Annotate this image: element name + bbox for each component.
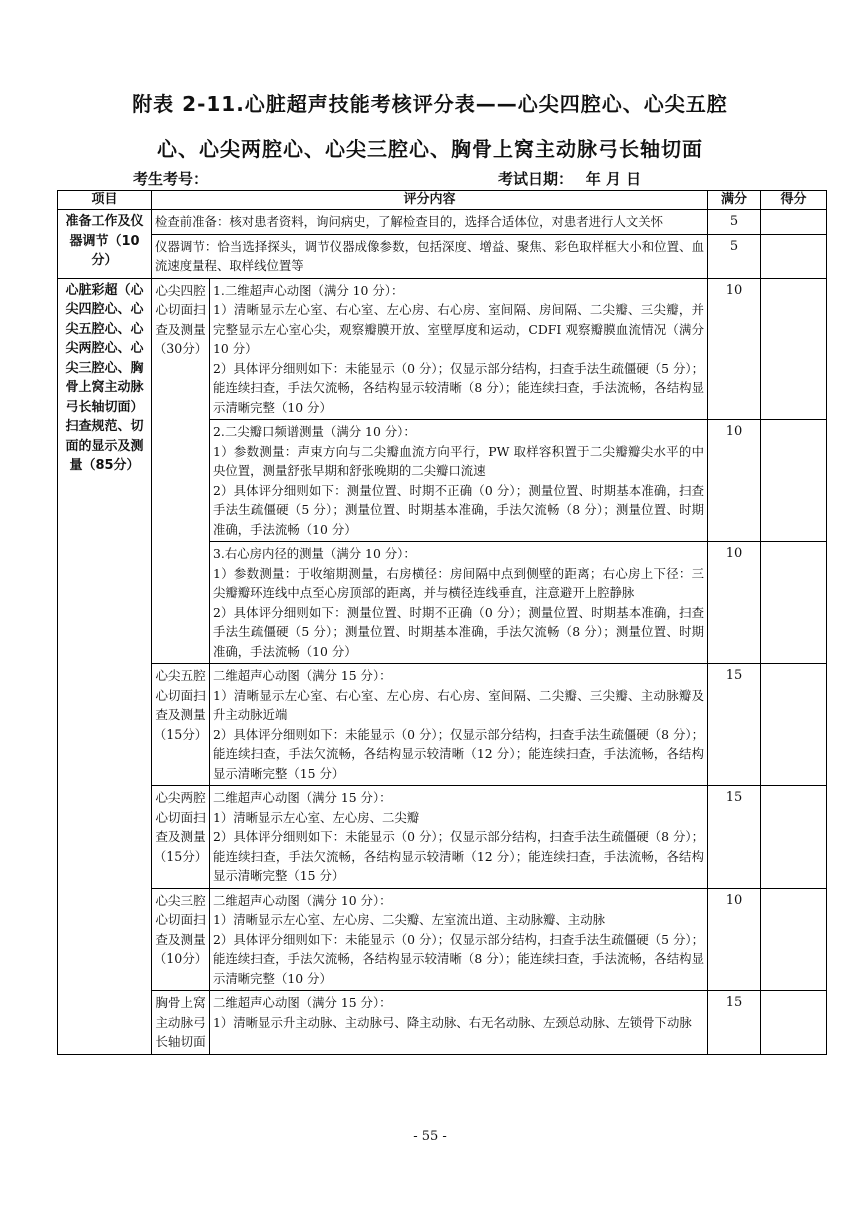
content-line: 2）具体评分细则如下：未能显示（0 分）；仅显示部分结构，扫查手法生疏僵硬（8 分）；能连续扫查，手法欠流畅，各结构显示较清晰（12 分）；能连续扫查，手法流畅，各结构显示清晰完整（15 分） [213, 726, 705, 781]
content-line: 2）具体评分细则如下：未能显示（0 分）；仅显示部分结构，扫查手法生疏僵硬（5 分）；能连续扫查，手法欠流畅，各结构显示较清晰（8 分）；能连续扫查，手法流畅，各结构显示清晰完整（10 分） [213, 360, 705, 415]
full-score: 10 [708, 420, 761, 542]
table-row [58, 786, 827, 889]
content-line: 2）具体评分细则如下：测量位置、时期不正确（0 分）；测量位置、时期基本准确，扫查手法生疏僵硬（5 分）；测量位置、时期基本准确，手法欠流畅（8 分）；测量位置、时期准确，手法流畅（10 分） [213, 604, 705, 659]
content-line: 二维超声心动图（满分 15 分）： [213, 790, 392, 805]
content-line: 2）具体评分细则如下：未能显示（0 分）；仅显示部分结构，扫查手法生疏僵硬（8 分）；能连续扫查，手法欠流畅，各结构显示较清晰（12 分）；能连续扫查，手法流畅，各结构显示清晰完整（15 分） [213, 829, 705, 883]
section-a3c: 心尖三腔心切面扫查及测量（10分） [152, 888, 210, 991]
ssn-content [210, 991, 708, 1055]
content-line: 2）具体评分细则如下：未能显示（0 分）；仅显示部分结构，扫查手法生疏僵硬（5 分）；能连续扫查，手法欠流畅，各结构显示较清晰（8 分）；能连续扫查，手法流畅，各结构显示清晰完整（10 分） [213, 931, 705, 986]
exam-date-label: 考试日期： 年 月 日 [498, 170, 642, 188]
table-row [58, 664, 827, 786]
content-line: 1）参数测量：声束方向与二尖瓣血流方向平行，PW 取样容积置于二尖瓣瓣尖水平的中央位置，测量舒张早期和舒张晚期的二尖瓣口流速 [213, 443, 705, 478]
full-score: 15 [708, 786, 761, 889]
prep-content-1: 检查前准备：核对患者资料，询问病史，了解检查目的，选择合适体位，对患者进行人文关怀 [152, 210, 708, 235]
content-line: 1）参数测量：于收缩期测量，右房横径：房间隔中点到侧壁的距离；右心房上下径：三尖瓣瓣环连线中点至心房顶部的距离，并与横径连线垂直，注意避开上腔静脉 [213, 565, 705, 600]
section-a5c: 心尖五腔心切面扫查及测量（15分） [152, 664, 210, 786]
score-cell[interactable] [761, 234, 827, 278]
content-line: 二维超声心动图（满分 15 分）： [213, 995, 392, 1010]
prep-content-2: 仪器调节：恰当选择探头，调节仪器成像参数，包括深度、增益、聚焦、彩色取样框大小和位置、血流速度量程、取样线位置等 [152, 234, 708, 278]
score-cell[interactable] [761, 542, 827, 664]
table-row [58, 278, 827, 420]
page-number: - 55 - [413, 1129, 447, 1144]
section-a4c: 心尖四腔心切面扫查及测量（30分） [152, 278, 210, 664]
score-cell[interactable] [761, 991, 827, 1055]
scoring-table [57, 190, 827, 1055]
section-ssn: 胸骨上窝主动脉弓长轴切面 [152, 991, 210, 1055]
header-obtained-score: 得分 [761, 191, 827, 210]
full-score: 10 [708, 542, 761, 664]
content-line: 1.二维超声心动图（满分 10 分）： [213, 282, 404, 298]
content-line: 1）清晰显示左心室、右心室、左心房、右心房、室间隔、二尖瓣、三尖瓣、主动脉瓣及升主动脉近端 [213, 687, 705, 722]
category-cardiac [58, 278, 152, 1054]
full-score: 10 [708, 888, 761, 991]
candidate-number-label: 考生考号： [133, 170, 209, 188]
content-line: 2）具体评分细则如下：测量位置、时期不正确（0 分）；测量位置、时期基本准确，扫查手法生疏僵硬（5 分）；测量位置、时期基本准确，手法欠流畅（8 分）；测量位置、时期准确，手法流畅（10 分） [213, 482, 705, 537]
table-row [58, 991, 827, 1055]
content-line: 1）清晰显示左心室、左心房、二尖瓣 [213, 809, 420, 825]
a4c-content-3 [210, 542, 708, 664]
content-line: 1）清晰显示左心室、左心房、二尖瓣、左室流出道、主动脉瓣、主动脉 [213, 912, 605, 927]
content-line: 二维超声心动图（满分 10 分）： [213, 892, 392, 908]
header-content: 评分内容 [152, 191, 708, 210]
table-row [58, 234, 827, 278]
content-line: 2.二尖瓣口频谱测量（满分 10 分）： [213, 424, 416, 439]
score-cell[interactable] [761, 888, 827, 991]
category-cardiac-label: 心脏彩超（心尖四腔心、心尖五腔心、心尖两腔心、心尖三腔心、胸骨上窝主动脉弓长轴切面）扫查规范、切面的显示及测量（85分） [65, 282, 144, 473]
full-score: 5 [708, 210, 761, 235]
header-item: 项目 [58, 191, 152, 210]
content-line: 1）清晰显示升主动脉、主动脉弓、降主动脉、右无名动脉、左颈总动脉、左锁骨下动脉 [213, 1014, 692, 1030]
content-line: 二维超声心动图（满分 15 分）： [213, 668, 392, 683]
a5c-content [210, 664, 708, 786]
page-title-line-1: 附表 2-11.心脏超声技能考核评分表——心尖四腔心、心尖五腔 [132, 92, 728, 116]
content-line: 1）清晰显示左心室、右心室、左心房、右心房、室间隔、房间隔、二尖瓣、三尖瓣，并完整显示左心室心尖，观察瓣膜开放、室壁厚度和运动，CDFI 观察瓣膜血流情况（满分 10 分） [213, 302, 705, 356]
full-score: 10 [708, 278, 761, 420]
header-full-score: 满分 [708, 191, 761, 210]
a4c-content-1 [210, 278, 708, 420]
section-a2c: 心尖两腔心切面扫查及测量（15分） [152, 786, 210, 889]
table-header-row [58, 191, 827, 210]
content-line: 3.右心房内径的测量（满分 10 分）： [213, 546, 416, 561]
table-row [58, 210, 827, 235]
score-cell[interactable] [761, 786, 827, 889]
category-prep: 准备工作及仪器调节（10分） [58, 210, 152, 279]
full-score: 15 [708, 991, 761, 1055]
full-score: 5 [708, 234, 761, 278]
table-row [58, 888, 827, 991]
score-cell[interactable] [761, 278, 827, 420]
a4c-content-2 [210, 420, 708, 542]
score-cell[interactable] [761, 420, 827, 542]
page-title-line-2: 心、心尖两腔心、心尖三腔心、胸骨上窝主动脉弓长轴切面 [157, 137, 703, 161]
full-score: 15 [708, 664, 761, 786]
a3c-content [210, 888, 708, 991]
score-cell[interactable] [761, 210, 827, 235]
a2c-content [210, 786, 708, 889]
score-cell[interactable] [761, 664, 827, 786]
